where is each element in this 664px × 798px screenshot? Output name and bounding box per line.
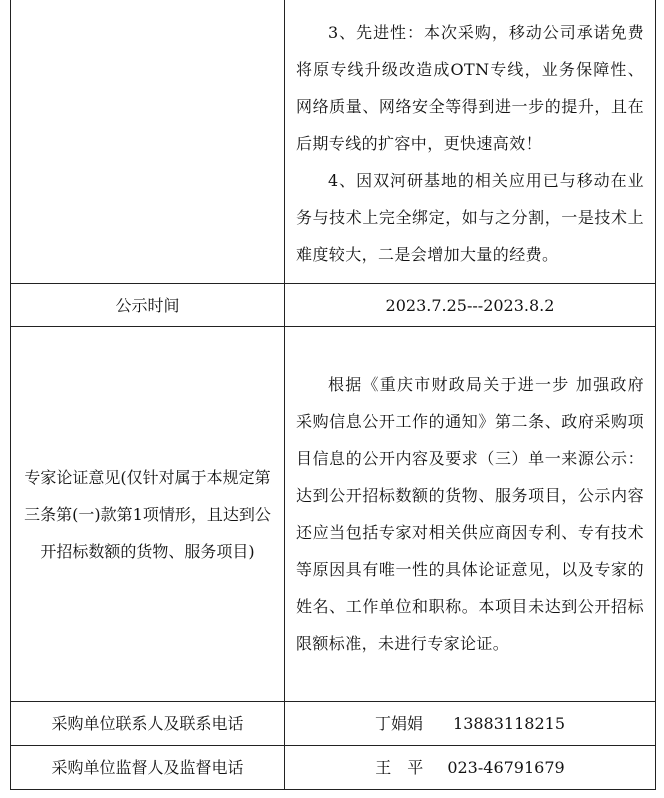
expert-opinion-text: 根据《重庆市财政局关于进一步 加强政府采购信息公开工作的通知》第二条、政府采购项目信息的公开内容及要求（三）单一来源公示：达到公开招标数额的货物、服务项目，公示内容还应当包括专家对相关供应商因专利、专有技术等原因具有唯一性的具体论证意见，以及专家的姓名、工作单位和职称。本项目未达到公开招标限额标准，未进行专家论证。 (296, 375, 644, 653)
supervisor-value-cell (285, 746, 656, 790)
contact-row (11, 702, 656, 746)
expert-value-cell (285, 327, 656, 702)
reasons-value-cell (285, 0, 656, 284)
contact-value-cell (285, 702, 656, 746)
supervisor-name: 王 平 (375, 758, 424, 777)
reason-item-3: 3、先进性：本次采购，移动公司承诺免费将原专线升级改造成OTN专线，业务保障性、网络质量、网络安全等得到进一步的提升，且在后期专线的扩容中，更快速高效！ (296, 22, 644, 153)
procurement-table (10, 0, 656, 790)
expert-row (11, 327, 656, 702)
contact-label: 采购单位联系人及联系电话 (11, 702, 285, 746)
contact-phone: 13883118215 (453, 714, 565, 733)
publicity-value: 2023.7.25---2023.8.2 (285, 284, 656, 327)
contact-name: 丁娟娟 (375, 714, 424, 733)
expert-label-cell (11, 327, 285, 702)
publicity-label: 公示时间 (11, 284, 285, 327)
reason-item-4: 4、因双河研基地的相关应用已与移动在业务与技术上完全绑定，如与之分割，一是技术上难度较大，二是会增加大量的经费。 (296, 170, 644, 264)
publicity-row (11, 284, 656, 327)
supervisor-phone: 023-46791679 (447, 758, 565, 777)
supervisor-label: 采购单位监督人及监督电话 (11, 746, 285, 790)
supervisor-row (11, 746, 656, 790)
reasons-row (11, 0, 656, 284)
reasons-label-cell (11, 0, 285, 284)
expert-label: 专家论证意见(仅针对属于本规定第三条第(一)款第1项情形，且达到公开招标数额的货物、服务项目) (24, 467, 271, 561)
